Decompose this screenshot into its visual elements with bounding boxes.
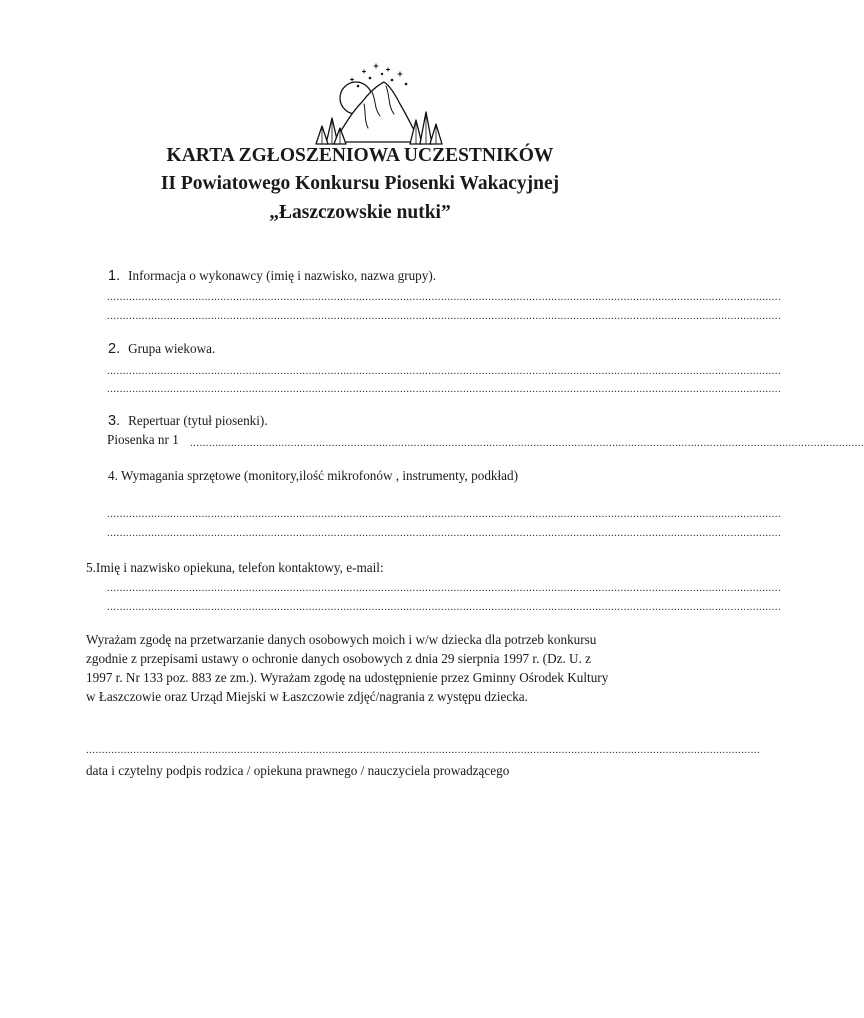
fill-line[interactable]: ......................................................................................................................................................................................................................	[107, 601, 782, 613]
section-2-label: Grupa wiekowa.	[128, 341, 216, 356]
signature-label: data i czytelny podpis rodzica / opiekuna prawnego / nauczyciela prowadzącego	[86, 763, 510, 778]
section-3-label: Repertuar (tytuł piosenki).	[128, 413, 268, 428]
fill-line[interactable]: ......................................................................................................................................................................................................................	[107, 582, 782, 594]
section-4-heading: 4. Wymagania sprzętowe (monitory,ilość mikrofonów , instrumenty, podkład)	[108, 468, 519, 483]
mountain-icon	[334, 82, 420, 142]
signature-line[interactable]: ......................................................................................................................................................................................................................	[86, 744, 761, 756]
section-2-number: 2.	[108, 341, 121, 357]
contest-subtitle: „Łaszczowskie nutki”	[269, 202, 451, 223]
fill-line[interactable]: ......................................................................................................................................................................................................................	[107, 508, 782, 520]
fill-line[interactable]: ......................................................................................................................................................................................................................	[107, 291, 782, 303]
stars-icon	[351, 64, 407, 87]
trees-left-icon	[316, 118, 346, 144]
section-3-number: 3.	[108, 413, 121, 429]
fill-line[interactable]: ......................................................................................................................................................................................................................	[107, 527, 782, 539]
consent-paragraph	[86, 630, 646, 706]
consent-line: Wyrażam zgodę na przetwarzanie danych osobowych moich i w/w dziecka dla potrzeb konkursu	[86, 632, 597, 647]
consent-line: w Łaszczowie oraz Urząd Miejski w Łaszczowie zdjęć/nagrania z występu dziecka.	[86, 689, 528, 704]
form-title: KARTA ZGŁOSZENIOWA UCZESTNIKÓW	[166, 145, 554, 166]
fill-line[interactable]: ......................................................................................................................................................................................................................	[107, 383, 782, 395]
contest-name: II Powiatowego Konkursu Piosenki Wakacyjnej	[160, 173, 560, 194]
section-1-label: Informacja o wykonawcy (imię i nazwisko, nazwa grupy).	[128, 268, 437, 283]
section-2-heading	[108, 340, 215, 358]
mountain-logo-icon	[304, 56, 452, 146]
song-label: Piosenka nr 1	[107, 432, 179, 447]
fill-line[interactable]: ......................................................................................................................................................................................................................	[190, 437, 864, 449]
section-1-heading	[108, 267, 436, 285]
consent-line: 1997 r. Nr 133 poz. 883 ze zm.). Wyrażam zgodę na udostępnienie przez Gminny Ośrodek Kultury	[86, 670, 609, 685]
fill-line[interactable]: ......................................................................................................................................................................................................................	[107, 365, 782, 377]
trees-right-icon	[410, 112, 442, 144]
section-1-number: 1.	[108, 268, 121, 284]
section-5-heading: 5.Imię i nazwisko opiekuna, telefon kontaktowy, e-mail:	[86, 560, 384, 575]
fill-line[interactable]: ......................................................................................................................................................................................................................	[107, 310, 782, 322]
consent-line: zgodnie z przepisami ustawy o ochronie danych osobowych z dnia 29 sierpnia 1997 r. (Dz. U. z	[86, 651, 592, 666]
section-3-heading	[108, 412, 268, 430]
